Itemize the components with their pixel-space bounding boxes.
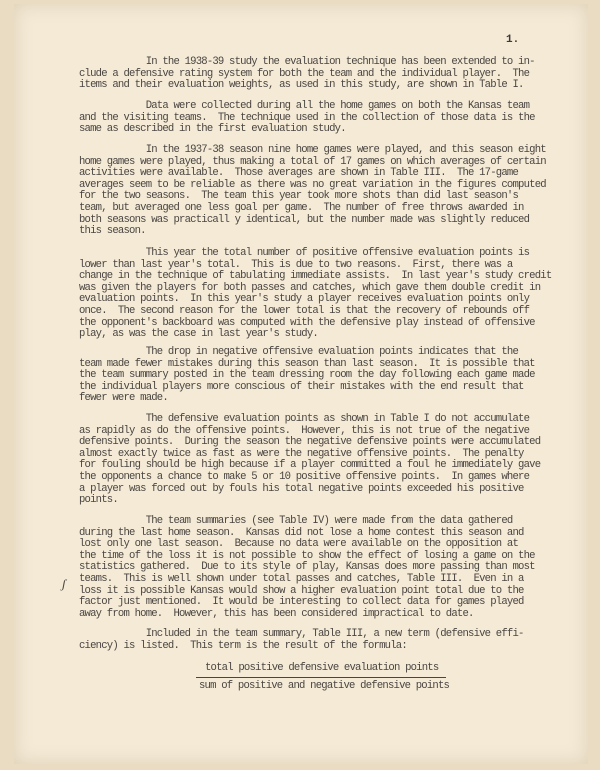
- text-line: away from home. However, this has been considered impractical to date.: [79, 607, 474, 620]
- text-line: lost only one last season. Because no data were available on the opposition at: [79, 538, 519, 551]
- text-line: the opponents a chance to make 5 or 10 positive offensive points. In games where: [79, 470, 530, 483]
- text-line: play, as was the case in last year's study.: [79, 328, 318, 341]
- margin-pencil-mark: ʃ: [62, 576, 66, 591]
- text-line: evaluation points. In this year's study a player receives evaluation points only: [79, 293, 530, 306]
- text-line: both seasons was practicall y identical, but the number made was slightly reduced: [79, 213, 530, 226]
- paragraph: [79, 145, 559, 238]
- paragraph: [79, 414, 559, 507]
- text-line: once. The second reason for the lower total is that the recovery of rebounds off: [79, 304, 530, 317]
- text-line: this season.: [79, 225, 146, 238]
- formula-numerator: total positive defensive evaluation points: [205, 662, 439, 674]
- text-line: for the two seasons. The team this year took more shots than did last season's: [79, 190, 519, 203]
- paragraph: [79, 347, 559, 405]
- text-line: the time of the loss it is not possible to show the effect of losing a game on the: [79, 549, 535, 562]
- text-line: during the last home season. Kansas did not lose a home contest this season and: [79, 526, 524, 539]
- text-line: lower than last year's total. This is due to two reasons. First, there was a: [79, 258, 513, 271]
- text-line: the opponent's backboard was computed with the defensive play instead of offensive: [79, 316, 535, 329]
- text-line: The defensive evaluation points as shown in Table I do not accumulate: [79, 413, 530, 425]
- text-line: loss it is possible Kansas would show a higher evaluation point total due to the: [79, 584, 524, 597]
- text-line: almost exactly twice as fast as were the negative offensive points. The penalty: [79, 447, 524, 460]
- text-line: the team summary posted in the team dressing room the day following each game made: [79, 369, 535, 382]
- paragraph: [79, 516, 559, 620]
- text-line: home games were played, thus making a total of 17 games on which averages of certain: [79, 155, 546, 168]
- text-line: change in the technique of tabulating immediate assists. In last year's study credit: [79, 270, 552, 283]
- text-line: team, but averaged one less goal per game. The number of free throws awarded in: [79, 201, 524, 214]
- text-line: points.: [79, 494, 118, 507]
- text-line: items and their evaluation weights, as used in this study, are shown in Table I.: [79, 79, 524, 92]
- text-line: statistics gathered. Due to its style of play, Kansas does more passing than most: [79, 561, 535, 574]
- paragraph: [79, 57, 559, 92]
- text-line: factor just mentioned. It would be interesting to collect data for games played: [79, 596, 524, 609]
- text-line: clude a defensive rating system for both the team and the individual player. The: [79, 67, 530, 80]
- formula-denominator: sum of positive and negative defensive points: [199, 680, 450, 692]
- text-line: In the 1938-39 study the evaluation technique has been extended to in-: [79, 56, 535, 68]
- text-line: The drop in negative offensive evaluation points indicates that the: [79, 346, 519, 358]
- text-line: ciency) is listed. This term is the result of the formula:: [79, 639, 407, 652]
- text-line: Data were collected during all the home games on both the Kansas team: [79, 100, 530, 112]
- text-line: team made fewer mistakes during this season than last season. It is possible that: [79, 357, 535, 370]
- text-line: for fouling should be high because if a player committed a foul he immediately gave: [79, 459, 541, 472]
- text-line: Included in the team summary, Table III, a new term (defensive effi-: [79, 628, 524, 640]
- formula-fraction-bar: [196, 677, 446, 678]
- text-line: same as described in the first evaluation study.: [79, 123, 346, 136]
- text-line: The team summaries (see Table IV) were made from the data gathered: [79, 515, 513, 527]
- text-line: This year the total number of positive offensive evaluation points is: [79, 247, 530, 259]
- text-line: teams. This is well shown under total passes and catches, Table III. Even in a: [79, 572, 524, 585]
- text-line: In the 1937-38 season nine home games were played, and this season eight: [79, 144, 546, 156]
- paragraph: [79, 248, 559, 341]
- paragraph: [79, 101, 559, 136]
- text-line: defensive points. During the season the negative defensive points were accumulated: [79, 436, 541, 449]
- text-line: as rapidly as do the offensive points. However, this is not true of the negative: [79, 424, 530, 437]
- text-line: averages seem to be reliable as there was no great variation in the figures computed: [79, 178, 546, 191]
- text-line: and the visiting teams. The technique used in the collection of those data is the: [79, 111, 535, 124]
- text-line: was given the players for both passes and catches, which gave them double credit in: [79, 281, 541, 294]
- text-line: fewer were made.: [79, 392, 168, 405]
- text-line: a player was forced out by fouls his total negative points exceeded his positive: [79, 482, 524, 495]
- paragraph: [79, 629, 559, 652]
- page-number: 1.: [506, 34, 520, 46]
- text-line: activities were available. Those averages are shown in Table III. The 17-game: [79, 167, 519, 180]
- text-line: the individual players more conscious of their mistakes with the end result that: [79, 380, 524, 393]
